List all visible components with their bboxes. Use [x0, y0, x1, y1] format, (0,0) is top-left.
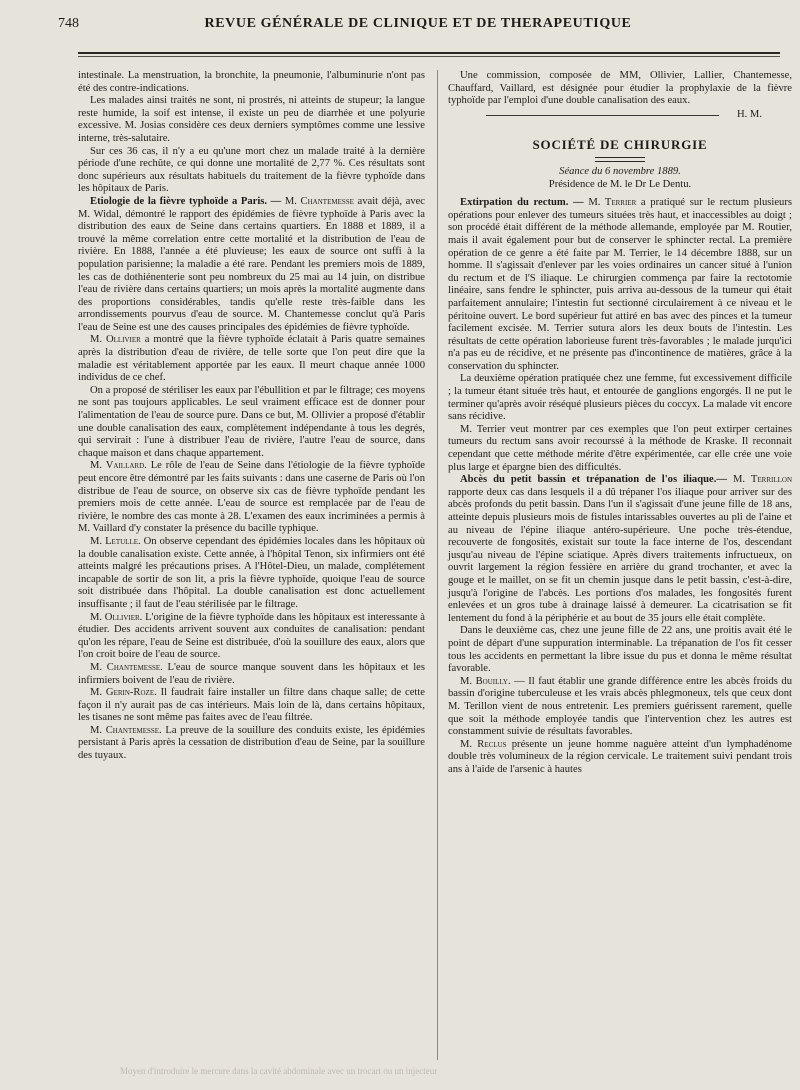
paragraph: La deuxième opération pratiquée chez une femme, fut excessivement difficile ; la tumeur étant située très haut, et entourée de ganglions engorgés. Il ne put le terminer qu'après avoir réséqué plusieurs pièces du coccyx. La malade vit encore sans récidive.	[448, 373, 792, 423]
article-heading: Extirpation du rectum. —	[460, 197, 584, 209]
paragraph-text: La preuve de la souillure des conduits existe, les épidémies persistant à Paris après la cessation de distribution d'eau de Seine, par la souillure des tuyaux.	[78, 724, 425, 762]
signature-rule	[486, 115, 719, 116]
paragraph: Les malades ainsi traités ne sont, ni prostrés, ni atteints de stupeur; la langue reste humide, la soif est intense, il existe un peu de diarrhée et une polyurie excessive. M. Josias considère ces deux derniers symptômes comme une lessive interne, très-salutaire.	[78, 95, 425, 144]
left-column	[78, 70, 425, 763]
paragraph-text: rapporte deux cas dans lesquels il a dû trépaner l'os iliaque pour arriver sur des abcès profonds du petit bassin. Dans l'un il s'agissait d'une jeune fille de 18 ans, atteinte depuis plusieurs mois de fistules intarissables ouvertes au pli de l'aine et au niveau de l'épine iliaque antéro-supérieure. Une poche très-étendue, recouverte de fongosités, existait sur toute la face interne de l'os, descendant jusqu'au niveau de l'épine sciatique. Après divers traitements infructueux, on ouvrit largement la région fessière en arrière du grand trochanter, et avec la gouge et le maillet, on se fit un chemin jusque dans le petit bassin, c'est-à-dire, jusqu'à l'origine de l'abcès. Les portions d'os malades, les fongosités furent enlevées et un gros tube à drainage laissé à demeurer. La cicatrisation se fit lentement du fond à la périphérie et au bout de 35 jours elle était complète.	[448, 486, 792, 624]
paragraph-text: Il faudrait faire installer un filtre dans chaque salle; de cette façon il n'y aurait pas de cas intérieurs. Mais loin de là, dans certains hôpitaux, les tisanes ne sont même pas faites avec de l'eau filtrée.	[78, 687, 425, 724]
paragraph	[448, 676, 792, 739]
paragraph	[78, 196, 425, 335]
paragraph	[448, 474, 792, 625]
paragraph	[448, 739, 792, 777]
paragraph-text: L'eau de source manque souvent dans les hôpitaux et les infirmiers boivent de l'eau de rivière.	[78, 661, 425, 686]
running-head	[58, 14, 778, 38]
paragraph-text: — Il faut établir une grande différence entre les abcès froids du bassin d'origine tuberculeuse et les vrais abcès phlegmoneux, tels que ceux dont M. Terillon vient de nous entretenir. Les premiers guérissent rarement, quelle que soit la méthode employée tandis que l'intervention chez les autres est constamment suivie de résultats favorables.	[448, 675, 792, 738]
bleed-through-text: Moyen d'introduire le mercure dans la cavité abdominale avec un trocart ou un injecteur	[120, 1066, 438, 1076]
section-title: SOCIÉTÉ DE CHIRURGIE	[532, 137, 708, 153]
speaker-name: M. Bouilly.	[460, 675, 511, 687]
paragraph-text: L'origine de la fièvre typhoïde dans les hôpitaux est interessante à étudier. Des accidents arrivent souvent aux conduites de canalisation: pendant qu'on les répare, l'eau de Seine est distribuée, d'où la souillure des eaux, alors que l'on croit boire de l'eau de source.	[78, 611, 426, 661]
paragraph: M. Terrier veut montrer par ces exemples que l'on peut extirper certaines tumeurs du rectum sans avoir recourssé à la méthode de Kraske. Il reconnait cependant que cette méthode mérite d'être expérimentée, car elle crée une voie plus large et épargne bien des difficultés.	[448, 423, 792, 473]
paragraph: intestinale. La menstruation, la bronchite, la pneumonie, l'albuminurie n'ont pas été des contre-indications.	[78, 70, 425, 94]
speaker-name: M. Chantemesse	[284, 195, 354, 207]
paragraph	[78, 612, 425, 662]
header-rule	[78, 52, 780, 54]
paragraph-text: a pratiqué sur le rectum plusieurs opérations pour enlever des tumeurs situées très haut, et inaccessibles au doigt ; son procédé était différent de la méthode allemande, employée par M. Routier, mais il avait également pour but de conserver le sphincter rectal. La première opération de ce genre a été faite par M. Terrier, le 14 décembre 1888, sur un homme. Il s'agissait d'enlever par les voies ordinaires un cancer situé à l'union du rectum et de l'S iliaque. Le chirurgien commença par faire la rectotomie linéaire, sans fendre le sphincter, puis arriva au-dessous de la tumeur qui était parfaitement annulaire; l'intestin fut sectionné circulairement à ce niveau et le péritoine ouvert. Le bord supérieur fut attiré en bas avec des pinces et la tumeur facilement excisée. M. Terrier sutura alors les deux bouts de l'intestin. Les résultats de cette opération laborieuse furent très-favorables ; le malade jurqu'ici n'a pas eu de récidive, et ne présente pas d'incontinence de matières, grâce à la conservation du sphincter.	[448, 197, 792, 372]
presidency: Présidence de M. le Dr Le Dentu.	[548, 178, 692, 190]
article-heading: Abcès du petit bassin et trépanation de l'os iliaque.—	[460, 474, 727, 486]
paragraph: Une commission, composée de MM, Ollivier, Lallier, Chantemesse, Chauffard, Vaillard, est désignée pour étudier la prophylaxie de la fièvre typhoïde par l'emploi d'une double canalisation des eaux.	[448, 70, 792, 107]
paragraph: On a proposé de stériliser les eaux par l'ébullition et par le filtrage; ces moyens ne sont pas toujours applicables. Le seul vraiment efficace est de donner pour l'alimentation de l'eau de source pure. Dans ce but, M. Ollivier a proposé d'établir une double canalisation des eaux, complètement indépendante à tous les degrés, qui servirait : l'une à distribuer l'eau de rivière, l'autre l'eau de source, dans chaque maison et dans chaque appartement.	[78, 384, 425, 459]
paragraph: Sur ces 36 cas, il n'y a eu qu'une mort chez un malade traité à la dernière période d'une rechûte, ce qui donne une mortalité de 2,77 %. Ces résultats sont donc supérieurs aux résultats habituels du traitement de la fièvre typhoïde dans les hôpitaux de Paris.	[78, 145, 425, 195]
section-ornament	[448, 154, 792, 160]
paragraph: Dans le deuxième cas, chez une jeune fille de 22 ans, une proitis avait été le point de départ d'une suppuration interminable. La trépanation de l'os fit cesser tous les accidents en permettant la libre issue du pus et donna le même résultat favorable.	[448, 625, 792, 675]
speaker-name: M. Gerin-Roze.	[90, 687, 157, 699]
paragraph-text: Le rôle de l'eau de Seine dans l'étiologie de la fièvre typhoïde peut encore être démontré par les faits suivants : dans une caserne de Paris où l'on distribue de l'eau de source, on observe six cas de fièvre typhoïde pendant les premiers mois de cette année. L'eau de source est remplacée par de l'eau de rivière, le nombre des cas monte à 28. L'examen des eaux incriminées a permis à M. Vaillard d'y constater la présence du bacille typhique.	[78, 460, 425, 535]
journal-title: REVUE GÉNÉRALE DE CLINIQUE ET DE THERAPEUTIQUE	[204, 16, 632, 31]
article-heading: Etiologie de la fièvre typhoïde a Paris. —	[90, 195, 282, 207]
right-column	[448, 70, 792, 776]
paragraph	[448, 197, 792, 373]
speaker-name: M. Terrier	[588, 197, 637, 209]
page-number: 748	[58, 16, 79, 31]
paragraph	[78, 536, 425, 612]
column-divider	[437, 70, 438, 1060]
speaker-name: M. Ollivier.	[90, 611, 143, 623]
session-date: Séance du 6 novembre 1889.	[559, 165, 681, 177]
paragraph	[78, 334, 425, 384]
paragraph	[78, 662, 425, 687]
speaker-name: M. Letulle.	[90, 535, 141, 547]
speaker-name: M. Chantemesse.	[90, 724, 162, 736]
speaker-name: M. Chantemesse.	[90, 661, 163, 673]
paragraph	[78, 460, 425, 536]
speaker-name: M. Vaillard.	[90, 460, 147, 472]
paragraph-text: On observe cependant des épidémies locales dans les hôpitaux où la double canalisation existe. Cette année, à l'hôpital Tenon, six infirmiers ont été atteints malgré les précautions prises. A l'Hôtel-Dieu, un malade, complétement incapable de sortir de son lit, a pris la fièvre typhoïde, quoique l'eau de source soit distribuée dans l'hôpital. La double canalisation est donc actuellement insuffisante ; il faut de l'eau stérilisée par le filtrage.	[78, 535, 425, 610]
speaker-name: M. Reclus	[460, 738, 507, 750]
speaker-name: M. Terrillon	[733, 474, 793, 486]
paragraph-text: présente un jeune homme naguère atteint d'un lymphadénome double très volumineux de la région cervicale. Le traitement suivi pendant trois ans à l'aide de l'arsenic à hautes	[448, 738, 793, 775]
speaker-name: M. Ollivier	[90, 334, 141, 346]
paragraph	[78, 725, 425, 763]
signature-line	[448, 109, 792, 122]
paragraph-text: avait déjà, avec M. Widal, démontré le rapport des épidémies de fièvre typhoïde à Paris avec la distribution des eaux de Seine dans certains quartiers. En 1888 et 1889, il a trouvé la même correlation entre cette mortalité et la distribution de l'eau de rivière. En 1888, l'année a été pluvieuse; les eaux de source ont suffi à la population parisienne; la maladie a été rare. Pendant les premiers mois de 1889, les cas de dothiénenterie sont peu nombreux du 25 mai au 14 juin, on distribue l'eau de rivière dans certains quartiers; un mois après la mortalité augmente dans des proportions considérables, tandis qu'elle reste très-faible dans les arrondissements pourvus d'eau de source. M. Chantemesse conclut qu'à Paris l'eau de Seine est une des causes principales des épidémies de fièvre typhoïde.	[78, 195, 426, 333]
paragraph-text: a montré que la fièvre typhoïde éclatait à Paris quatre semaines après la distribution d'eau de rivière, de telle sorte que l'on peut dire que la maladie est véritablement apportée par les eaux. Il meurt chaque année 1000 individus de ce chef.	[78, 334, 425, 384]
signature: H. M.	[736, 108, 762, 120]
header-rule-thin	[78, 56, 780, 57]
paragraph	[78, 687, 425, 725]
